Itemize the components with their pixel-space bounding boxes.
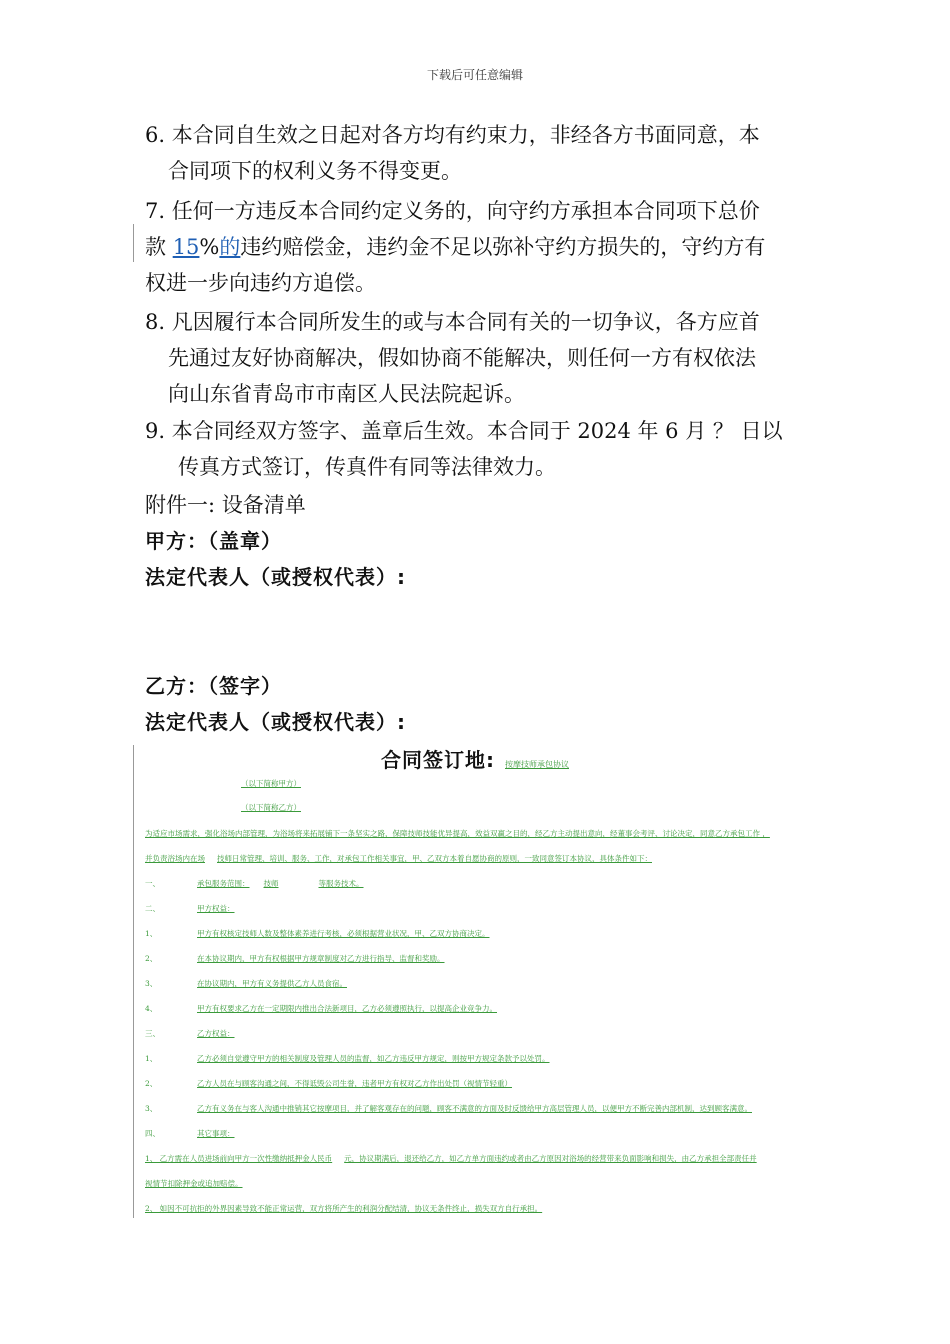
party-a-representative: 法定代表人（或授权代表）: (145, 565, 406, 589)
section-4-item-1: 1、 乙方需在人员进场前向甲方一次性缴纳抵押金人民币 元，协议期满后，退还给乙方，如乙方单方面违约或者由乙方原因对浴场的经营带来负面影响和损失，由乙方承担全部责任并 (145, 1154, 757, 1163)
party-b-blank-line: （以下简称乙方） (241, 803, 301, 812)
clause-7-suffix: 违约赔偿金，违约金不足以弥补守约方损失的，守约方有 (240, 235, 766, 259)
clause-8-line-2: 先通过友好协商解决，假如协商不能解决，则任何一方有权依法 (168, 346, 756, 370)
clause-8-line-3: 向山东省青岛市市南区人民法院起诉。 (168, 382, 525, 406)
section-1: 一、 承包服务范围： 技师 等服务技术。 (145, 879, 364, 888)
section-2-item-2: 2、 在本协议期内，甲方有权根据甲方规章制度对乙方进行指导、监督和奖励。 (145, 954, 445, 963)
attachment-line: 附件一: 设备清单 (145, 493, 306, 517)
clause-8 (145, 304, 810, 412)
clause-7-prefix: 款 (145, 235, 173, 259)
section-3-item-2: 2、 乙方人员在与顾客沟通之间，不得诋毁公司生誉，违者甲方有权对乙方作出处罚（视情节轻重） (145, 1079, 512, 1088)
clause-7-line-3: 权进一步向违约方追偿。 (145, 271, 376, 295)
section-2-item-1: 1、 甲方有权核定技师人数及整体素养进行考核，必须根据营业状况，甲、乙双方协商决定。 (145, 929, 490, 938)
section-3-heading: 三、 乙方权益： (145, 1029, 235, 1038)
party-b-signature: 乙方：（签字） (145, 674, 282, 698)
clause-6 (145, 117, 810, 189)
signing-place (0, 744, 950, 773)
party-b-representative: 法定代表人（或授权代表）: (145, 710, 406, 734)
signing-place-label: 合同签订地: (381, 748, 495, 772)
section-2-item-4: 4、 甲方有权要求乙方在一定期限内推出合法新项目，乙方必须遵照执行，以提高企业竞争力。 (145, 1004, 497, 1013)
section-4-heading: 四、 其它事项： (145, 1129, 235, 1138)
embedded-doc-title[interactable]: 按摩技师承包协议 (505, 760, 569, 769)
penalty-percent-link[interactable]: 15 (172, 235, 200, 259)
left-margin-bar (133, 745, 134, 1218)
clause-7-line-1: 7. 任何一方违反本合同约定义务的，向守约方承担本合同项下总价 (145, 199, 760, 223)
clause-7 (145, 193, 810, 301)
section-3-item-3: 3、 乙方有义务在与客人沟通中推销其它按摩项目，并了解客观存在的问题，顾客不满意的方面及时反馈给甲方高层管理人员，以便甲方不断完善内部机制，达到顾客满意。 (145, 1104, 752, 1113)
de-link[interactable]: 的 (219, 235, 241, 259)
party-a-seal: 甲方：（盖章） (145, 529, 282, 553)
clause-6-line-2: 合同项下的权利义务不得变更。 (168, 159, 462, 183)
intro-line-1: 为适应市场需求，强化浴场内部管理，为浴场将来拓展铺下一条坚实之路，保障技师技能优异提高，效益双赢之目的，经乙方主动提出意向，经董事会考评、讨论决定，同意乙方承包工作 ， (145, 829, 770, 838)
percent-sign: % (199, 235, 220, 259)
page-header: 下载后可任意编辑 (426, 68, 523, 82)
clause-9-line-1: 9. 本合同经双方签字、盖章后生效。本合同于 2024 年 6 月 ？ 日以 (145, 419, 783, 443)
clause-9 (145, 413, 810, 485)
clause-6-line-1: 6. 本合同自生效之日起对各方均有约束力，非经各方书面同意，本 (145, 123, 760, 147)
party-a-blank-line: （以下简称甲方） (241, 779, 301, 788)
section-3-item-1: 1、 乙方必须自觉遵守甲方的相关制度及管理人员的监督，如乙方违反甲方规定，则按甲方规定条款予以处罚。 (145, 1054, 550, 1063)
change-bar (133, 224, 134, 262)
clause-8-line-1: 8. 凡因履行本合同所发生的或与本合同有关的一切争议，各方应首 (145, 310, 760, 334)
intro-line-2: 并负责浴场内在场 技师日常管理、培训、服务、工作，对承包工作相关事宜，甲、乙双方本着自愿协商的原则，一致同意签订本协议，具体条件如下： (145, 854, 652, 863)
section-4-item-2: 2、 如因不可抗拒的外界因素导致不能正常运营，双方将所产生的利润分配结清，协议无条件终止，损失双方自行承担。 (145, 1204, 543, 1213)
section-4-item-1-cont: 视情节扣除押金或追加赔偿。 (145, 1179, 243, 1188)
section-2-item-3: 3、 在协议期内，甲方有义务提供乙方人员食宿。 (145, 979, 347, 988)
clause-7-line-2 (145, 229, 810, 265)
clause-9-line-2: 传真方式签订，传真件有同等法律效力。 (178, 455, 556, 479)
section-2-heading: 二、 甲方权益： (145, 904, 235, 913)
